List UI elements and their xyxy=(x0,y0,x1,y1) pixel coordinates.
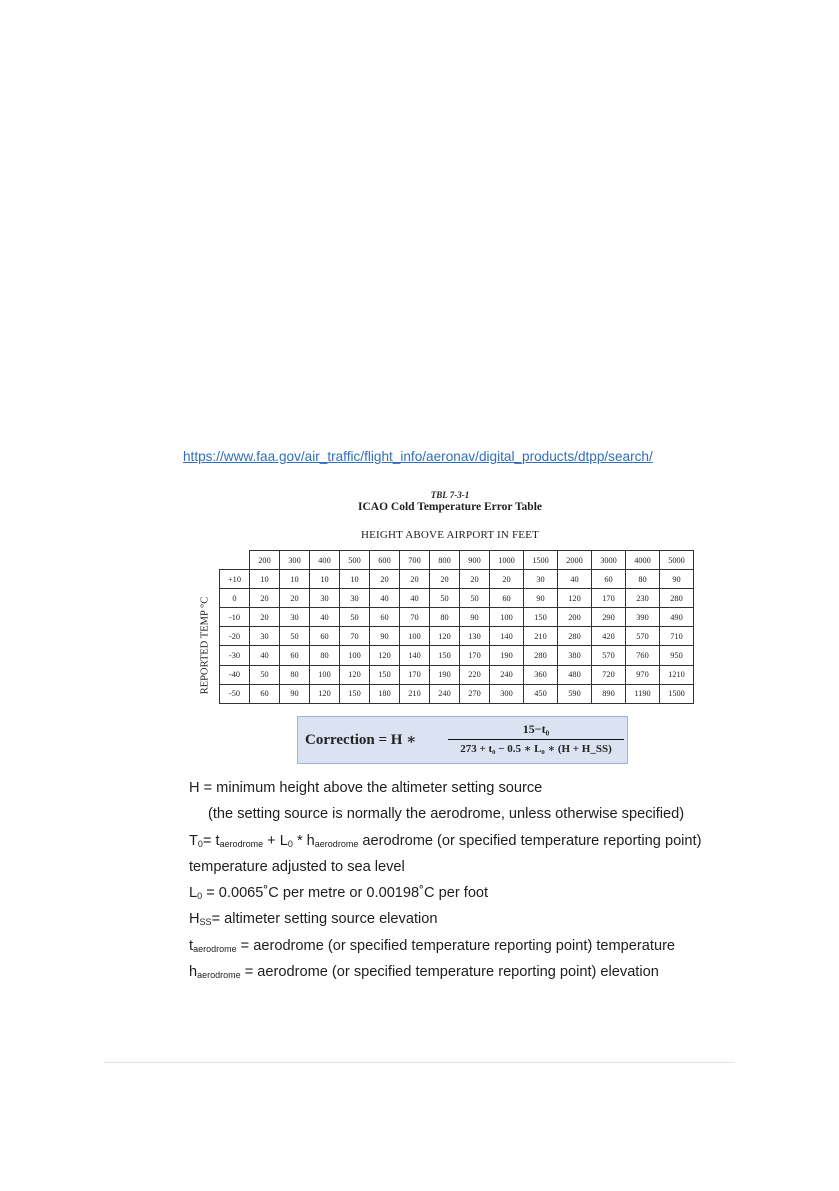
table-cell: 150 xyxy=(430,646,460,665)
table-cell: 760 xyxy=(626,646,660,665)
table-cell: 970 xyxy=(626,665,660,684)
table-cell: 230 xyxy=(626,589,660,608)
table-cell: 950 xyxy=(660,646,694,665)
table-row xyxy=(220,589,694,608)
table-cell: 20 xyxy=(460,570,490,589)
table-cell: 20 xyxy=(490,570,524,589)
table-cell: 1210 xyxy=(660,665,694,684)
table-cell: 20 xyxy=(400,570,430,589)
table-cell: 420 xyxy=(592,627,626,646)
table-cell: 30 xyxy=(250,627,280,646)
table-cell: 100 xyxy=(310,665,340,684)
table-cell: 100 xyxy=(490,608,524,627)
table-cell: 390 xyxy=(626,608,660,627)
table-cell: 60 xyxy=(310,627,340,646)
cold-temperature-error-table xyxy=(219,550,694,704)
table-cell: 60 xyxy=(490,589,524,608)
temp-header: -30 xyxy=(220,646,250,665)
table-cell: 290 xyxy=(592,608,626,627)
footer-divider xyxy=(104,1062,735,1063)
fraction-bar xyxy=(448,739,624,740)
table-cell: 20 xyxy=(250,608,280,627)
table-cell: 480 xyxy=(558,665,592,684)
table-subtitle: HEIGHT ABOVE AIRPORT IN FEET xyxy=(360,529,540,541)
table-cell: 120 xyxy=(340,665,370,684)
table-cell: 10 xyxy=(250,570,280,589)
height-header: 3000 xyxy=(592,551,626,570)
table-cell: 60 xyxy=(592,570,626,589)
table-cell: 50 xyxy=(280,627,310,646)
table-cell: 180 xyxy=(370,684,400,703)
table-cell: 10 xyxy=(340,570,370,589)
table-cell: 40 xyxy=(310,608,340,627)
table-title: ICAO Cold Temperature Error Table xyxy=(357,501,543,513)
formula-numerator: 15−t₀ xyxy=(522,722,550,736)
table-cell: 120 xyxy=(370,646,400,665)
table-cell: 50 xyxy=(460,589,490,608)
table-cell: 60 xyxy=(370,608,400,627)
temp-header: -10 xyxy=(220,608,250,627)
table-cell: 150 xyxy=(524,608,558,627)
def-hss: $H_{SS}=$ altimeter setting source elevation xyxy=(189,911,438,928)
table-cell: 710 xyxy=(660,627,694,646)
table-cell: 120 xyxy=(430,627,460,646)
table-row xyxy=(220,608,694,627)
table-header-row xyxy=(220,551,694,570)
table-cell: 120 xyxy=(558,589,592,608)
height-header: 200 xyxy=(250,551,280,570)
table-cell: 20 xyxy=(370,570,400,589)
table-cell: 90 xyxy=(370,627,400,646)
table-cell: 40 xyxy=(558,570,592,589)
height-header: 1500 xyxy=(524,551,558,570)
table-cell: 210 xyxy=(400,684,430,703)
temp-header: 0 xyxy=(220,589,250,608)
table-id: TBL 7-3-1 xyxy=(430,490,470,500)
table-cell: 30 xyxy=(524,570,558,589)
table-cell: 150 xyxy=(340,684,370,703)
def-l0: $L_0$ = 0.0065˚C per metre or 0.00198˚C per foot xyxy=(189,885,489,902)
table-cell: 220 xyxy=(460,665,490,684)
table-cell: 90 xyxy=(280,684,310,703)
table-cell: 150 xyxy=(370,665,400,684)
table-row xyxy=(220,665,694,684)
def-t0-cont: temperature adjusted to sea level xyxy=(189,858,405,875)
table-cell: 40 xyxy=(370,589,400,608)
table-cell: 20 xyxy=(430,570,460,589)
temp-header: +10 xyxy=(220,570,250,589)
table-cell: 210 xyxy=(524,627,558,646)
table-cell: 270 xyxy=(460,684,490,703)
table-cell: 80 xyxy=(310,646,340,665)
table-cell: 280 xyxy=(660,589,694,608)
height-header: 600 xyxy=(370,551,400,570)
table-cell: 450 xyxy=(524,684,558,703)
def-h: H = minimum height above the altimeter setting source xyxy=(189,780,543,796)
table-cell: 70 xyxy=(400,608,430,627)
def-t0: $T_0= t_{aerodrome} + L_0 * h_{aerodrome}$ aerodrome (or specified temperature reporting point) xyxy=(189,832,702,849)
table-cell: 80 xyxy=(280,665,310,684)
table-cell: 300 xyxy=(490,684,524,703)
table-cell: 30 xyxy=(340,589,370,608)
table-row xyxy=(220,684,694,703)
height-header: 800 xyxy=(430,551,460,570)
table-cell: 100 xyxy=(400,627,430,646)
table-cell: 570 xyxy=(626,627,660,646)
height-header: 400 xyxy=(310,551,340,570)
table-cell: 60 xyxy=(250,684,280,703)
table-cell: 280 xyxy=(524,646,558,665)
temp-header: -50 xyxy=(220,684,250,703)
table-cell: 240 xyxy=(490,665,524,684)
table-cell: 80 xyxy=(430,608,460,627)
formula-denominator: 273 + t₀ − 0.5 ∗ L₀ ∗ (H + H_SS) xyxy=(460,743,612,755)
table-cell: 10 xyxy=(280,570,310,589)
table-row xyxy=(220,627,694,646)
table-cell: 60 xyxy=(280,646,310,665)
table-cell: 190 xyxy=(430,665,460,684)
table-cell: 190 xyxy=(490,646,524,665)
formula-fraction xyxy=(448,721,624,757)
reported-temp-axis-label: REPORTED TEMP °C xyxy=(199,596,211,695)
table-cell: 890 xyxy=(592,684,626,703)
table-cell: 570 xyxy=(592,646,626,665)
variable-definitions xyxy=(189,778,789,988)
table-corner xyxy=(220,551,250,570)
table-cell: 70 xyxy=(340,627,370,646)
table-row xyxy=(220,570,694,589)
table-cell: 1500 xyxy=(660,684,694,703)
faa-dtpp-search-link[interactable]: https://www.faa.gov/air_traffic/flight_info/aeronav/digital_products/dtpp/search/ xyxy=(183,449,653,464)
table-cell: 130 xyxy=(460,627,490,646)
table-cell: 490 xyxy=(660,608,694,627)
table-cell: 90 xyxy=(660,570,694,589)
height-header: 500 xyxy=(340,551,370,570)
table-cell: 90 xyxy=(524,589,558,608)
table-cell: 10 xyxy=(310,570,340,589)
table-cell: 140 xyxy=(490,627,524,646)
table-cell: 200 xyxy=(558,608,592,627)
table-cell: 80 xyxy=(626,570,660,589)
height-header: 700 xyxy=(400,551,430,570)
formula-lhs: Correction = H ∗ xyxy=(305,732,417,748)
def-h-aerodrome: $h_{aerodrome}$ = aerodrome (or specified temperature reporting point) elevation xyxy=(189,964,659,981)
table-cell: 280 xyxy=(558,627,592,646)
table-cell: 40 xyxy=(400,589,430,608)
height-header: 300 xyxy=(280,551,310,570)
height-header: 4000 xyxy=(626,551,660,570)
table-cell: 720 xyxy=(592,665,626,684)
table-cell: 100 xyxy=(340,646,370,665)
table-cell: 140 xyxy=(400,646,430,665)
table-cell: 40 xyxy=(250,646,280,665)
table-cell: 20 xyxy=(250,589,280,608)
table-cell: 360 xyxy=(524,665,558,684)
table-cell: 170 xyxy=(400,665,430,684)
table-cell: 170 xyxy=(592,589,626,608)
table-cell: 50 xyxy=(430,589,460,608)
height-header: 900 xyxy=(460,551,490,570)
correction-formula xyxy=(297,716,628,764)
temp-header: -20 xyxy=(220,627,250,646)
table-cell: 20 xyxy=(280,589,310,608)
table-row xyxy=(220,646,694,665)
table-cell: 30 xyxy=(280,608,310,627)
table-cell: 120 xyxy=(310,684,340,703)
temp-header: -40 xyxy=(220,665,250,684)
table-cell: 240 xyxy=(430,684,460,703)
height-header: 1000 xyxy=(490,551,524,570)
def-t-aerodrome: $t_{aerodrome}$ = aerodrome (or specified temperature reporting point) temperature xyxy=(189,937,676,954)
table-cell: 50 xyxy=(250,665,280,684)
def-h-note: (the setting source is normally the aerodrome, unless otherwise specified) xyxy=(208,806,685,823)
table-cell: 30 xyxy=(310,589,340,608)
table-cell: 170 xyxy=(460,646,490,665)
height-header: 2000 xyxy=(558,551,592,570)
height-header: 5000 xyxy=(660,551,694,570)
table-cell: 1190 xyxy=(626,684,660,703)
table-cell: 50 xyxy=(340,608,370,627)
table-cell: 90 xyxy=(460,608,490,627)
table-cell: 590 xyxy=(558,684,592,703)
table-cell: 380 xyxy=(558,646,592,665)
